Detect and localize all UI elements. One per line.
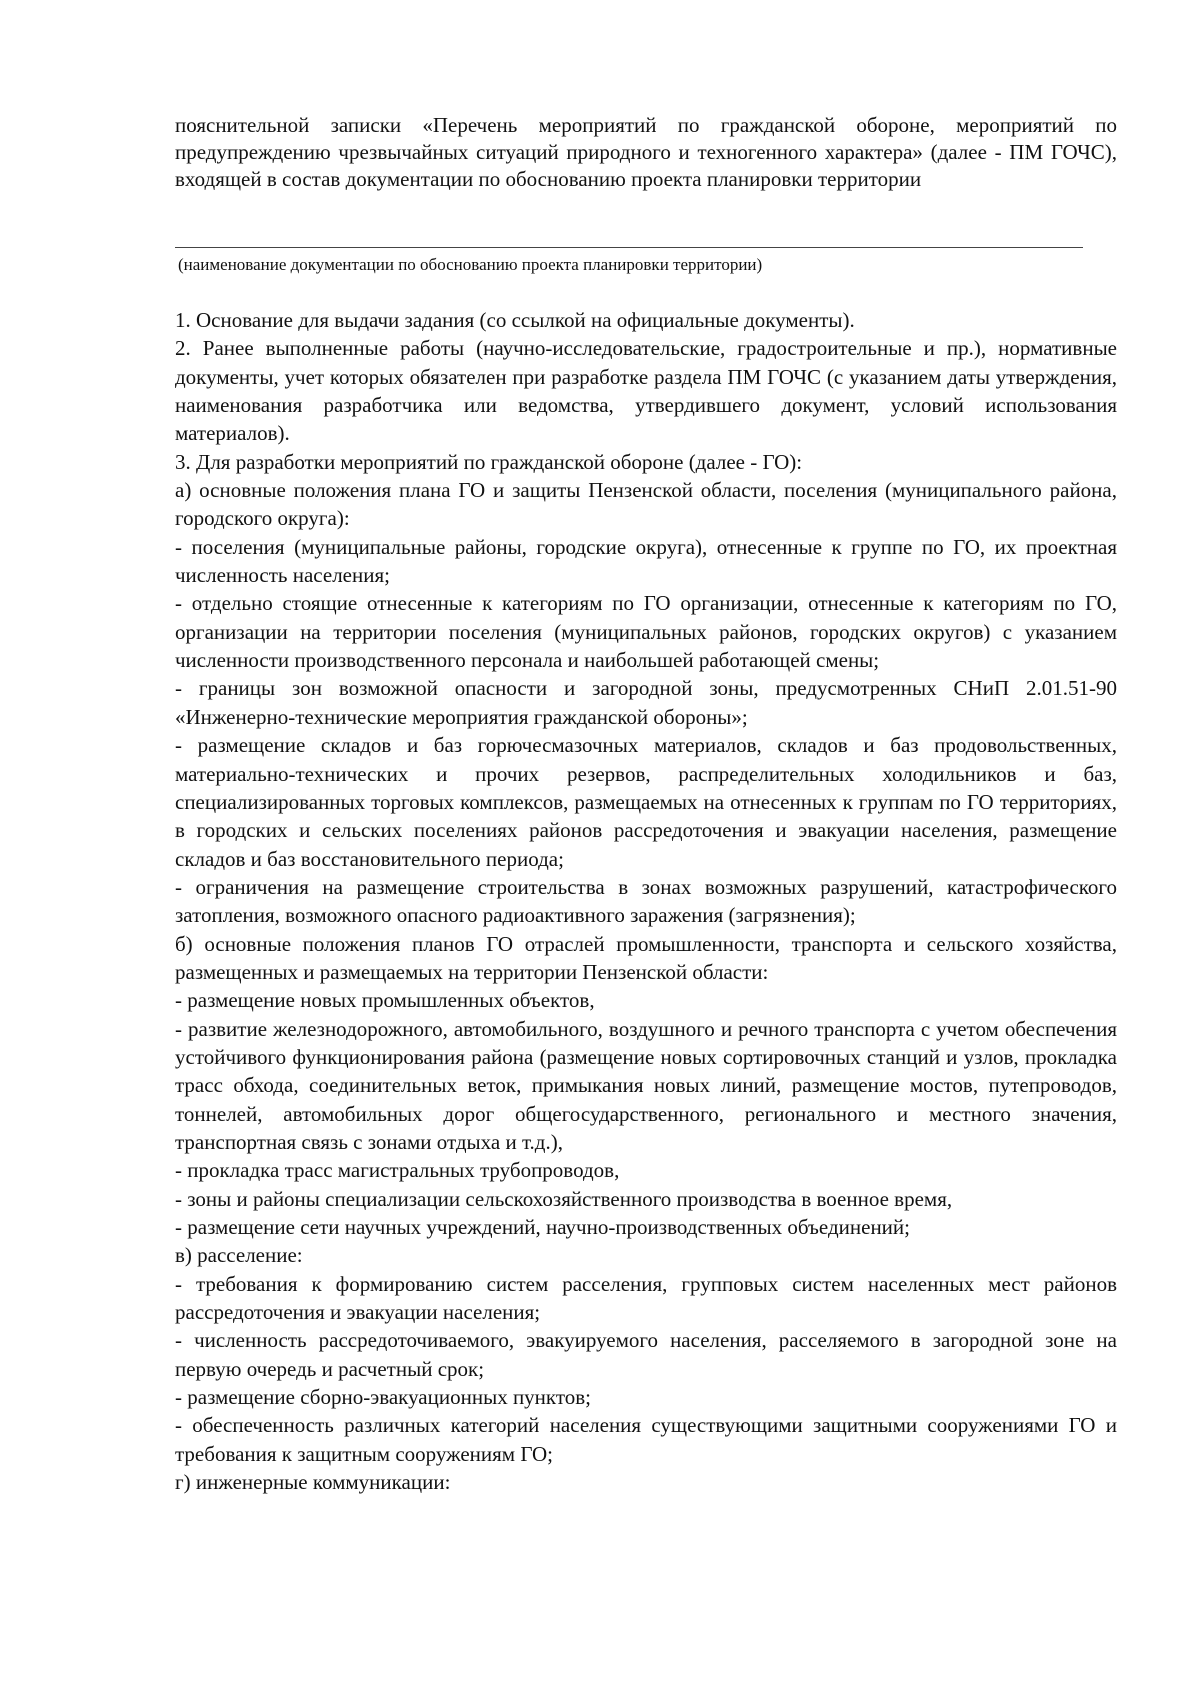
fill-in-line: [175, 247, 1083, 248]
list-item: - размещение сборно-эвакуационных пунктов;: [175, 1385, 591, 1410]
list-item: - размещение складов и баз горючесмазочных материалов, складов и баз продовольственных, материально-технических и прочих резервов, распределительных холодильников и баз, специализированных торговых комплексов, размещаемых на отнесенных к группам по ГО территориях, в городских и сельских поселениях районов рассредоточения и эвакуации населения, размещение складов и баз восстановительного периода;: [175, 733, 1117, 871]
list-item: - зоны и районы специализации сельскохозяйственного производства в военное время,: [175, 1186, 953, 1211]
list-item: - численность рассредоточиваемого, эвакуируемого населения, расселяемого в загородной зоне на первую очередь и расчетный срок;: [175, 1328, 1117, 1381]
list-item: - развитие железнодорожного, автомобильного, воздушного и речного транспорта с учетом обеспечения устойчивого функционирования района (размещение новых сортировочных станций и узлов, прокладка трасс обхода, соединительных веток, примыкания новых линий, размещение мостов, путепроводов, тоннелей, автомобильных дорог общегосударственного, регионального и местного значения, транспортная связь с зонами отдыха и т.д.),: [175, 1016, 1117, 1154]
list-item: 3. Для разработки мероприятий по гражданской обороне (далее - ГО):: [175, 449, 803, 474]
list-item: - размещение сети научных учреждений, научно-производственных объединений;: [175, 1215, 910, 1239]
list-item: - отдельно стоящие отнесенные к категориям по ГО организации, отнесенные к категориям по ГО, организации на территории поселения (муниципальных районов, городских округов) с указанием численности производственного персонала и наибольшей работающей смены;: [175, 591, 1117, 673]
list-item: - обеспеченность различных категорий населения существующими защитными сооружениями ГО и требования к защитным сооружениям ГО;: [175, 1413, 1117, 1466]
list-item: в) расселение:: [175, 1243, 303, 1268]
list-item: г) инженерные коммуникации:: [175, 1470, 451, 1495]
list-item: 1. Основание для выдачи задания (со ссылкой на официальные документы).: [175, 308, 855, 332]
list-item: - ограничения на размещение строительства в зонах возможных разрушений, катастрофического затопления, возможного опасного радиоактивного заражения (загрязнения);: [175, 874, 1117, 928]
list-item: а) основные положения плана ГО и защиты Пензенской области, поселения (муниципального района, городского округа):: [175, 478, 1117, 531]
intro-paragraph: пояснительной записки «Перечень мероприятий по гражданской обороне, мероприятий по предупреждению чрезвычайных ситуаций природного и техногенного характера» (далее - ПМ ГОЧС), входящей в состав документации по обоснованию проекта планировки территории: [175, 113, 1117, 191]
list-item: б) основные положения планов ГО отраслей промышленности, транспорта и сельского хозяйства, размещенных и размещаемых на территории Пензенской области:: [175, 931, 1117, 984]
list-item: - поселения (муниципальные районы, городские округа), отнесенные к группе по ГО, их проектная численность населения;: [175, 534, 1117, 588]
list-item: 2. Ранее выполненные работы (научно-исследовательские, градостроительные и пр.), нормативные документы, учет которых обязателен при разработке раздела ПМ ГОЧС (с указанием даты утверждения, наименования разработчика или ведомства, утвердившего документ, условий использования материалов).: [175, 336, 1117, 446]
line-caption: (наименование документации по обоснованию проекта планировки территории): [178, 255, 763, 274]
list-item: - границы зон возможной опасности и загородной зоны, предусмотренных СНиП 2.01.51-90 «Инженерно-технические мероприятия гражданской обороны»;: [175, 676, 1117, 729]
list-item: - требования к формированию систем расселения, групповых систем населенных мест районов рассредоточения и эвакуации населения;: [175, 1271, 1117, 1325]
list-item: - размещение новых промышленных объектов,: [175, 988, 595, 1013]
document-body: [175, 306, 1117, 1496]
list-item: - прокладка трасс магистральных трубопроводов,: [175, 1158, 620, 1183]
